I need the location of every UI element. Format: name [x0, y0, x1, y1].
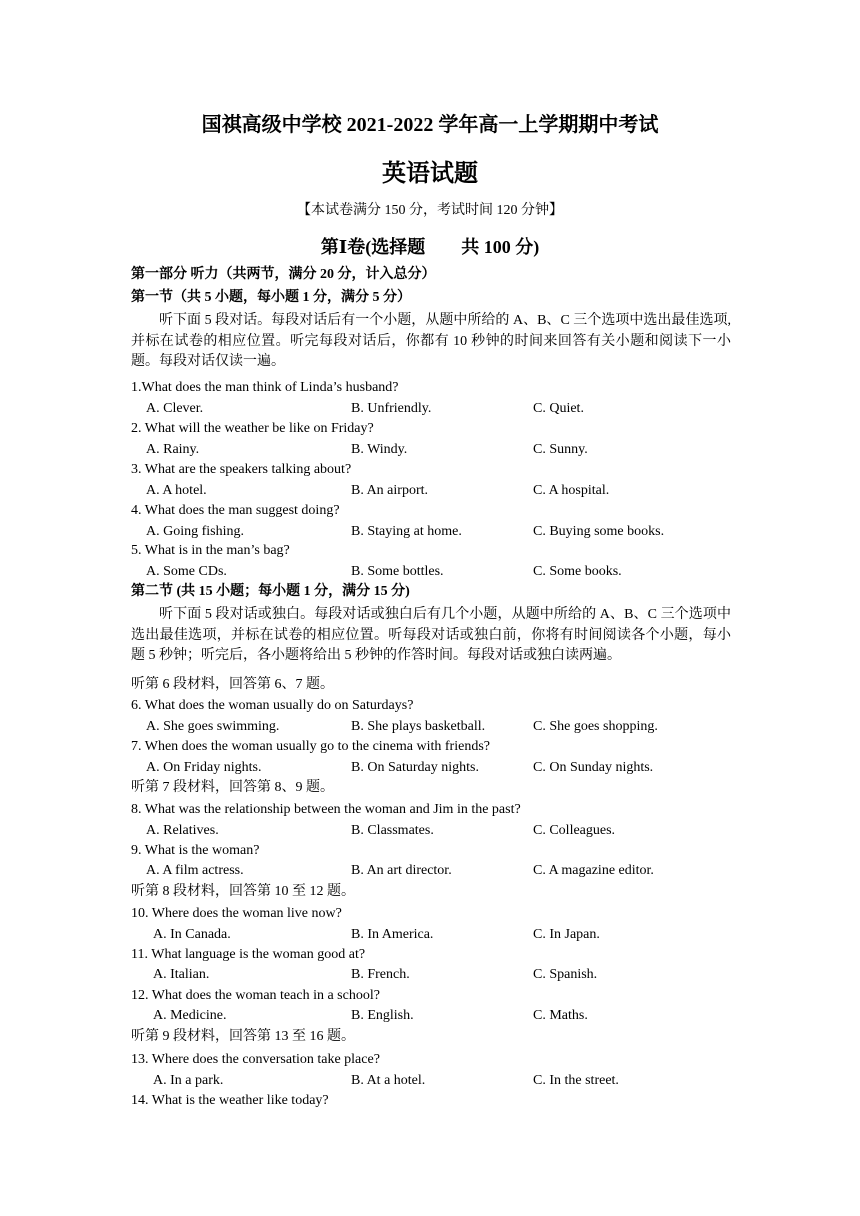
- section2-instructions: 听下面 5 段对话或独白。每段对话或独白后有几个小题，从题中所给的 A、B、C 三个选项中选出最佳选项，并标在试卷的相应位置。听每段对话或独白前，你将有时间阅读各个小题，每小题 5 秒钟；听完后，各小题将给出 5 秒钟的作答时间。每段对话或独白读两遍。: [131, 607, 731, 663]
- material-7-note: 听第 7 段材料，回答第 8、9 题。: [131, 780, 334, 795]
- section1-instructions: 听下面 5 段对话。每段对话后有一个小题，从题中所给的 A、B、C 三个选项中选出最佳选项,并标在试卷的相应位置。听完每段对话后，你都有 10 秒钟的时间来回答有关小题和阅读下一小题。每段对话仅读一遍。: [131, 313, 731, 369]
- material-8-note: 听第 8 段材料，回答第 10 至 12 题。: [131, 884, 355, 899]
- q7-option-a: A. On Friday nights.: [146, 760, 262, 775]
- q11-option-a: A. Italian.: [153, 967, 210, 982]
- question-11: 11. What language is the woman good at?: [131, 947, 366, 962]
- q7-option-b: B. On Saturday nights.: [351, 760, 479, 775]
- q8-option-b: B. Classmates.: [351, 823, 434, 838]
- q4-option-b: B. Staying at home.: [351, 524, 462, 539]
- q6-option-a: A. She goes swimming.: [146, 719, 280, 734]
- section2-heading: 第二节 (共 15 小题；每小题 1 分，满分 15 分): [131, 584, 410, 599]
- question-6: 6. What does the woman usually do on Saturdays?: [131, 698, 414, 713]
- q13-option-a: A. In a park.: [153, 1073, 224, 1088]
- q10-option-b: B. In America.: [351, 927, 434, 942]
- q12-option-b: B. English.: [351, 1008, 414, 1023]
- q1-option-c: C. Quiet.: [533, 401, 584, 416]
- q8-option-c: C. Colleagues.: [533, 823, 616, 838]
- q4-option-c: C. Buying some books.: [533, 524, 665, 539]
- material-6-note: 听第 6 段材料，回答第 6、7 题。: [131, 677, 334, 692]
- q3-option-c: C. A hospital.: [533, 483, 610, 498]
- q8-option-a: A. Relatives.: [146, 823, 219, 838]
- question-3: 3. What are the speakers talking about?: [131, 462, 352, 477]
- q10-option-a: A. In Canada.: [153, 927, 231, 942]
- school-exam-title: 国祺高级中学校 2021-2022 学年高一上学期期中考试: [201, 114, 659, 136]
- q11-option-b: B. French.: [351, 967, 410, 982]
- question-14: 14. What is the weather like today?: [131, 1093, 329, 1108]
- question-13: 13. Where does the conversation take place?: [131, 1052, 380, 1067]
- question-8: 8. What was the relationship between the woman and Jim in the past?: [131, 802, 521, 817]
- q2-option-c: C. Sunny.: [533, 442, 588, 457]
- question-7: 7. When does the woman usually go to the cinema with friends?: [131, 739, 490, 754]
- subject-title: 英语试题: [382, 161, 478, 187]
- q3-option-b: B. An airport.: [351, 483, 428, 498]
- q13-option-c: C. In the street.: [533, 1073, 619, 1088]
- exam-note: 【本试卷满分 150 分，考试时间 120 分钟】: [297, 203, 563, 218]
- q12-option-c: C. Maths.: [533, 1008, 588, 1023]
- question-12: 12. What does the woman teach in a school?: [131, 988, 380, 1003]
- q7-option-c: C. On Sunday nights.: [533, 760, 654, 775]
- q5-option-b: B. Some bottles.: [351, 564, 444, 579]
- q5-option-c: C. Some books.: [533, 564, 622, 579]
- question-10: 10. Where does the woman live now?: [131, 906, 342, 921]
- question-5: 5. What is in the man’s bag?: [131, 543, 290, 558]
- part1-heading: 第一部分 听力（共两节，满分 20 分，计入总分）: [131, 267, 436, 282]
- q4-option-a: A. Going fishing.: [146, 524, 244, 539]
- q6-option-c: C. She goes shopping.: [533, 719, 658, 734]
- question-1: 1.What does the man think of Linda’s husband?: [131, 380, 399, 395]
- q12-option-a: A. Medicine.: [153, 1008, 227, 1023]
- q9-option-c: C. A magazine editor.: [533, 863, 654, 878]
- q13-option-b: B. At a hotel.: [351, 1073, 426, 1088]
- section1-heading: 第一节（共 5 小题，每小题 1 分，满分 5 分）: [131, 290, 411, 305]
- q10-option-c: C. In Japan.: [533, 927, 600, 942]
- q9-option-b: B. An art director.: [351, 863, 452, 878]
- q9-option-a: A. A film actress.: [146, 863, 244, 878]
- volume-title: 第Ⅰ卷(选择题 共 100 分): [320, 237, 540, 257]
- question-2: 2. What will the weather be like on Friday?: [131, 421, 374, 436]
- q2-option-b: B. Windy.: [351, 442, 408, 457]
- q3-option-a: A. A hotel.: [146, 483, 207, 498]
- q6-option-b: B. She plays basketball.: [351, 719, 486, 734]
- q2-option-a: A. Rainy.: [146, 442, 200, 457]
- q11-option-c: C. Spanish.: [533, 967, 598, 982]
- q5-option-a: A. Some CDs.: [146, 564, 227, 579]
- question-9: 9. What is the woman?: [131, 843, 260, 858]
- q1-option-a: A. Clever.: [146, 401, 204, 416]
- material-9-note: 听第 9 段材料，回答第 13 至 16 题。: [131, 1029, 355, 1044]
- question-4: 4. What does the man suggest doing?: [131, 503, 340, 518]
- q1-option-b: B. Unfriendly.: [351, 401, 432, 416]
